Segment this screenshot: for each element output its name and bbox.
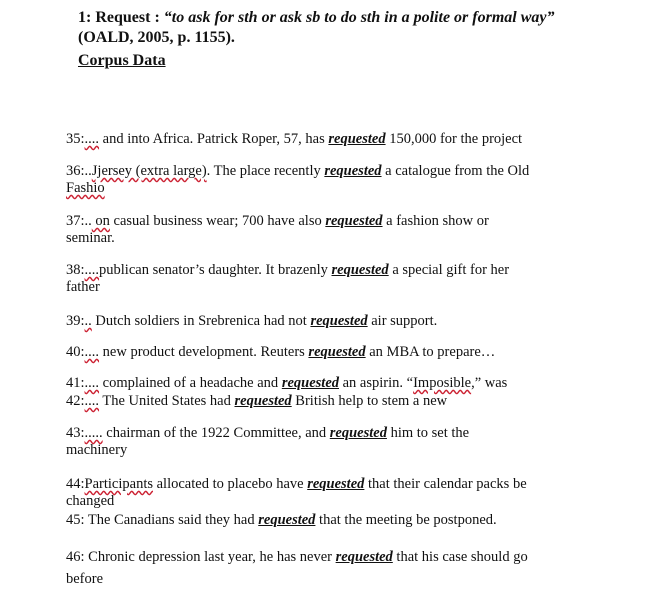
entry-left-context: Chronic depression last year, he has never — [84, 549, 336, 565]
entry-flagged-text: on — [91, 213, 110, 229]
keyword-requested: requested — [325, 213, 383, 229]
keyword-requested: requested — [308, 344, 366, 360]
entry-number: 35: — [66, 131, 85, 147]
corpus-entry-42 — [66, 393, 606, 410]
entry-right-context-end: ,” was — [471, 375, 508, 391]
keyword-requested: requested — [331, 262, 389, 278]
entry-right-context: that the meeting be postponed. — [315, 512, 497, 528]
entry-left-context: Dutch soldiers in Srebrenica had not — [91, 313, 311, 329]
entry-continuation: machinery — [66, 442, 128, 458]
keyword-requested: requested — [324, 163, 382, 179]
keyword-requested: requested — [281, 375, 339, 391]
heading-prefix: 1: Request : — [78, 9, 164, 26]
keyword-requested: requested — [258, 512, 316, 528]
entry-continuation: Fashio — [66, 180, 105, 196]
entry-number: 39: — [66, 313, 85, 329]
entry-right-context: a catalogue from the Old — [381, 163, 530, 179]
corpus-entry-46 — [66, 546, 606, 590]
entry-right-context: 150,000 for the project — [385, 131, 523, 147]
keyword-requested: requested — [329, 425, 387, 441]
entry-flagged-text: Participants — [84, 476, 153, 492]
keyword-requested: requested — [310, 313, 368, 329]
corpus-entry-35 — [66, 131, 606, 148]
entry-ellipsis: .. — [84, 213, 92, 229]
entry-right-context: that his case should go — [392, 549, 528, 565]
corpus-entry-39 — [66, 313, 606, 330]
entry-left-context: publican senator’s daughter. It brazenly — [99, 262, 332, 278]
corpus-entry-36 — [66, 163, 606, 197]
entry-continuation: father — [66, 279, 100, 295]
entry-right-context: him to set the — [386, 425, 470, 441]
corpus-entry-44 — [66, 476, 606, 510]
entry-number: 40: — [66, 344, 85, 360]
entry-number: 43: — [66, 425, 85, 441]
entry-ellipsis: .... — [84, 131, 100, 147]
heading-line-1 — [78, 8, 648, 28]
entry-right-context: an aspirin. “ — [339, 375, 414, 391]
keyword-requested: requested — [335, 549, 393, 565]
entry-number: 44: — [66, 476, 85, 492]
entry-ellipsis: .. — [84, 163, 92, 179]
entry-right-context: an MBA to prepare… — [365, 344, 496, 360]
corpus-entry-38 — [66, 262, 606, 296]
entry-left-context: The Canadians said they had — [84, 512, 259, 528]
entry-flagged-text: Jjersey (extra large) — [91, 163, 207, 179]
entry-right-context: British help to stem a new — [291, 393, 448, 409]
entry-number: 38: — [66, 262, 85, 278]
entry-left-context: complained of a headache and — [99, 375, 282, 391]
entry-left-context: allocated to placebo have — [153, 476, 308, 492]
entry-left-context: The United States had — [99, 393, 235, 409]
entry-ellipsis: .... — [84, 344, 100, 360]
keyword-requested: requested — [328, 131, 386, 147]
corpus-entry-41 — [66, 375, 606, 392]
corpus-data-title: Corpus Data — [78, 52, 166, 69]
entry-left-context: . The place recently — [206, 163, 325, 179]
entry-number: 41: — [66, 375, 85, 391]
heading-definition: “to ask for sth or ask sb to do sth in a polite or formal way” — [163, 9, 555, 26]
heading-citation: (OALD, 2005, p. 1155). — [78, 29, 235, 46]
entry-right-context: air support. — [367, 313, 438, 329]
entry-left-context: new product development. Reuters — [99, 344, 309, 360]
entry-right-context: a special gift for her — [388, 262, 510, 278]
entry-number: 45: — [66, 512, 85, 528]
entry-ellipsis: .... — [84, 393, 100, 409]
keyword-requested: requested — [234, 393, 292, 409]
corpus-entry-43 — [66, 425, 606, 459]
keyword-requested: requested — [307, 476, 365, 492]
entry-left-context: casual business wear; 700 have also — [109, 213, 326, 229]
entry-right-context: that their calendar packs be — [364, 476, 527, 492]
entry-number: 36: — [66, 163, 85, 179]
entry-flagged-text: Imposible — [413, 375, 472, 391]
entry-number: 46: — [66, 549, 85, 565]
entry-continuation: changed — [66, 493, 115, 509]
entry-continuation: seminar. — [66, 230, 115, 246]
entry-number: 42: — [66, 393, 85, 409]
entry-left-context: and into Africa. Patrick Roper, 57, has — [99, 131, 329, 147]
corpus-entry-37 — [66, 213, 606, 247]
entry-right-context: a fashion show or — [382, 213, 489, 229]
heading — [78, 8, 648, 48]
corpus-entry-40 — [66, 344, 606, 361]
entry-ellipsis: ..... — [84, 425, 103, 441]
entry-ellipsis: .. — [84, 313, 92, 329]
entry-left-context: chairman of the 1922 Committee, and — [102, 425, 330, 441]
corpus-entry-45 — [66, 512, 606, 529]
entry-ellipsis: .... — [84, 375, 100, 391]
entry-ellipsis: .... — [84, 262, 100, 278]
entry-continuation: before — [66, 571, 104, 587]
entry-number: 37: — [66, 213, 85, 229]
